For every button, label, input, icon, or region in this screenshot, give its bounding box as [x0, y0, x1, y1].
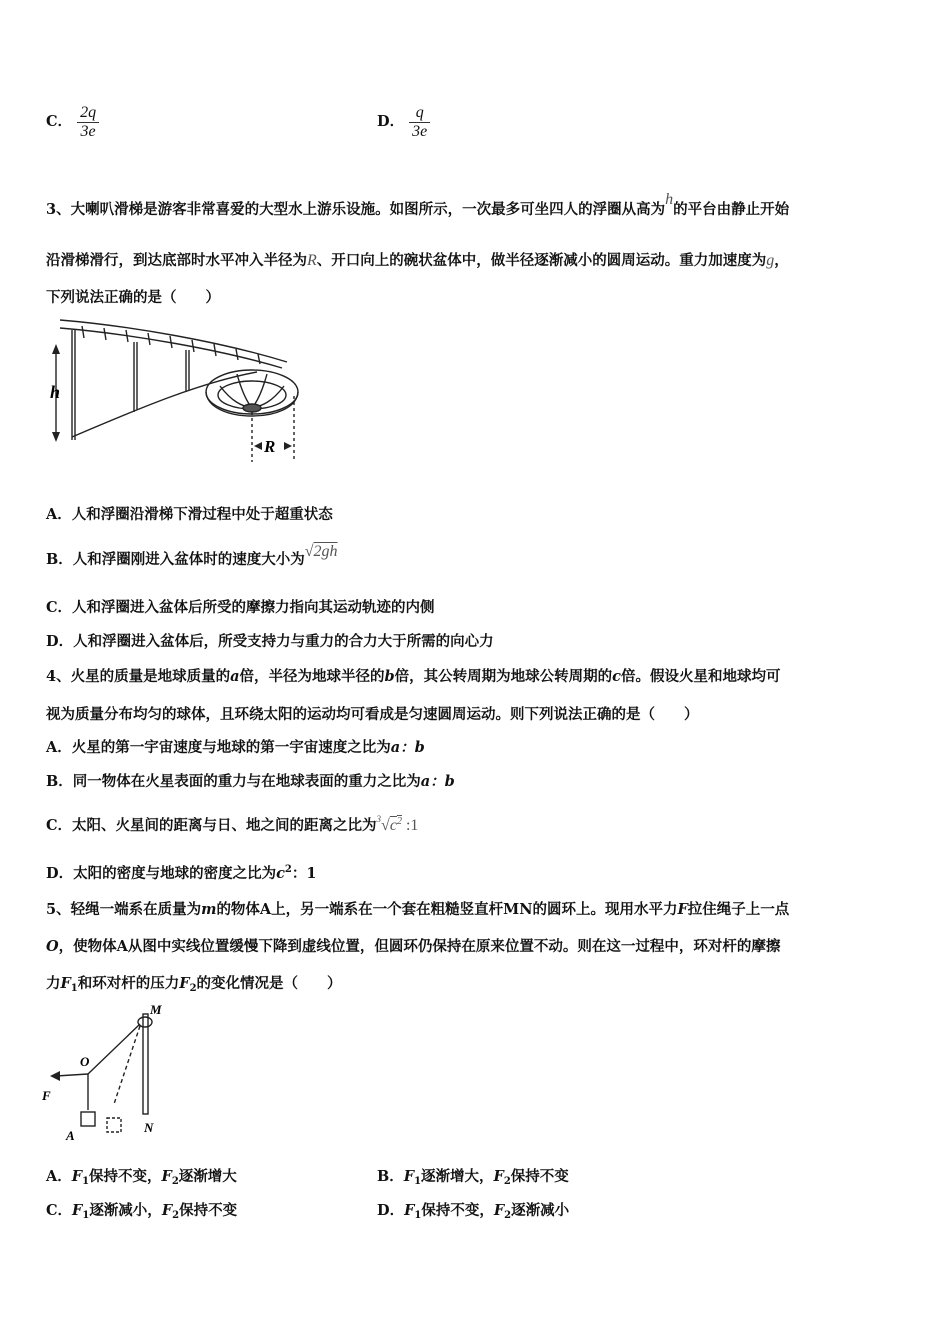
q4-option-b-text: B．同一物体在火星表面的重力与在地球表面的重力之比为 [46, 773, 421, 790]
q5-option-b-sub2: 2 [503, 1176, 511, 1187]
rod-mn [143, 1014, 148, 1114]
q5-option-b-part1: 逐渐增大， [421, 1168, 494, 1185]
q4-option-b-ratio: a：b [420, 773, 455, 790]
q5-option-b [377, 1165, 569, 1187]
q4-stem-text: 4、火星的质量是地球质量的 [46, 668, 231, 685]
q3-option-b [46, 543, 338, 569]
q3-stem-line-1 [46, 191, 790, 219]
q4-option-c-exponent: 2 [396, 816, 402, 827]
fig-label-A: A [66, 1128, 75, 1143]
q5-stem-text: 的变化情况是（ ） [196, 975, 342, 992]
q5-option-d-part1: 保持不变， [421, 1202, 494, 1219]
q5-stem-line-2 [46, 935, 780, 956]
q4-option-d-exponent: 2 [284, 864, 292, 875]
q3-stem-text: 、开口向上的碗状盆体中，做半径逐渐减小的圆周运动。重力加速度为 [316, 252, 767, 269]
q5-sub-2: 2 [189, 983, 197, 994]
q4-option-c [46, 814, 418, 835]
q5-rope-figure [40, 1000, 180, 1145]
q4-option-c-root-index: 3 [376, 814, 382, 824]
q5-option-d-F2: F [493, 1202, 505, 1219]
q4-option-a [46, 736, 425, 757]
slide-bottom-edge [72, 372, 257, 437]
q3-var-h: h [665, 191, 674, 208]
q5-option-b-F1: F [403, 1168, 415, 1185]
q2-option-c [46, 104, 99, 140]
slide-top-edge [60, 320, 287, 362]
q5-option-c [46, 1199, 237, 1221]
q5-option-d-F1: F [404, 1202, 415, 1219]
q2-option-c-numerator: 2q [77, 104, 99, 123]
q5-stem-text: 的物体A上，另一端系在一个套在粗糙竖直杆MN的圆环上。现用水平力 [216, 901, 678, 918]
q3-var-R: R [307, 252, 317, 269]
q5-option-a-F2: F [161, 1168, 172, 1185]
bowl-drain [243, 404, 261, 412]
q4-var-b: b [384, 668, 395, 685]
fig-label-M: M [150, 1002, 162, 1017]
q4-option-a-ratio: a：b [390, 739, 425, 756]
q4-option-d-text: D．太阳的密度与地球的密度之比为 [46, 865, 277, 882]
q5-option-b-F2: F [493, 1168, 504, 1185]
q3-var-g: g [766, 252, 775, 269]
q5-option-a-sub1: 1 [82, 1176, 90, 1187]
q5-option-c-F2: F [161, 1202, 173, 1219]
q5-option-a-part1: 保持不变， [89, 1168, 162, 1185]
q5-option-a-F1: F [71, 1168, 83, 1185]
q4-option-d-c: c [276, 865, 285, 882]
q5-var-O: O [46, 938, 59, 955]
q3-option-b-radicand: 2gh [313, 543, 338, 560]
q5-option-d-sub1: 1 [414, 1210, 422, 1221]
q5-var-F1: F [60, 975, 71, 992]
q2-option-d [377, 104, 430, 140]
q5-option-a-sub2: 2 [171, 1176, 179, 1187]
q4-stem-line-2: 视为质量分布均匀的球体，且环绕太阳的运动均可看成是匀速圆周运动。则下列说法正确的是（ ） [46, 706, 699, 723]
q4-stem-line-1 [46, 665, 780, 686]
q4-var-a: a [230, 668, 240, 685]
q4-option-c-radicand: c [389, 817, 397, 834]
q5-option-c-label: C． [46, 1202, 73, 1219]
q5-option-d-label: D． [377, 1202, 405, 1219]
q5-var-F: F [677, 901, 688, 918]
q3-option-d: D．人和浮圈进入盆体后，所受支持力与重力的合力大于所需的向心力 [46, 633, 494, 650]
q4-option-b [46, 770, 455, 791]
q5-option-a-part2: 逐渐增大 [178, 1168, 237, 1185]
q2-option-d-denominator: 3e [412, 122, 428, 140]
q4-stem-text: 倍。假设火星和地球均可 [620, 668, 781, 685]
q5-option-b-sub1: 1 [414, 1176, 422, 1187]
q5-stem-text: 和环对杆的压力 [77, 975, 180, 992]
q2-option-c-label: C． [46, 113, 73, 131]
q5-sub-1: 1 [70, 983, 78, 994]
q3-stem-text: 的平台由静止开始 [673, 201, 790, 218]
q5-option-b-part2: 保持不变 [510, 1168, 569, 1185]
q3-slide-figure [42, 312, 312, 470]
q5-option-b-label: B． [377, 1168, 404, 1185]
q2-option-d-fraction [409, 104, 430, 140]
q5-option-c-part1: 逐渐减小， [89, 1202, 162, 1219]
q3-stem-text: 3、大喇叭滑梯是游客非常喜爱的大型水上游乐设施。如图所示，一次最多可坐四人的浮圈从高为 [46, 201, 666, 218]
fig-label-h: h [50, 382, 61, 402]
q5-stem-line-3 [46, 972, 342, 994]
q5-option-a [46, 1165, 237, 1187]
q5-var-F2: F [179, 975, 190, 992]
q3-stem-text: ， [774, 252, 789, 269]
slide-top-edge-2 [60, 328, 282, 368]
q4-option-c-tail: :1 [405, 817, 419, 834]
q5-option-a-label: A． [46, 1168, 72, 1185]
block-a [81, 1112, 95, 1126]
q5-option-d-part2: 逐渐减小 [511, 1202, 570, 1219]
q3-option-c: C．人和浮圈进入盆体后所受的摩擦力指向其运动轨迹的内侧 [46, 599, 435, 616]
q4-stem-text: 倍，其公转周期为地球公转周期的 [394, 668, 613, 685]
q4-option-a-text: A．火星的第一宇宙速度与地球的第一宇宙速度之比为 [46, 739, 391, 756]
q5-option-c-sub1: 1 [82, 1210, 90, 1221]
q2-option-d-label: D． [377, 113, 405, 131]
q3-option-b-text: B．人和浮圈刚进入盆体时的速度大小为 [46, 551, 305, 568]
fig-label-O: O [80, 1054, 90, 1069]
q4-stem-text: 倍，半径为地球半径的 [239, 668, 385, 685]
q5-option-c-part2: 保持不变 [179, 1202, 238, 1219]
q4-option-d-tail: ：1 [291, 865, 317, 882]
q2-option-c-fraction [77, 104, 99, 140]
q4-option-c-text: C．太阳、火星间的距离与日、地之间的距离之比为 [46, 817, 377, 834]
q5-option-d [377, 1199, 569, 1221]
q4-option-c-cuberoot: $^3√c^2$ :1 [376, 814, 419, 834]
q5-stem-text: 5、轻绳一端系在质量为 [46, 901, 202, 918]
q3-option-b-sqrt: √2gh [304, 543, 338, 560]
fig-label-F: F [42, 1088, 51, 1103]
q5-option-d-sub2: 2 [504, 1210, 512, 1221]
q3-option-a: A．人和浮圈沿滑梯下滑过程中处于超重状态 [46, 506, 333, 523]
q2-option-c-denominator: 3e [80, 122, 96, 140]
q5-stem-text: 力 [46, 975, 61, 992]
q5-var-m: m [201, 901, 217, 918]
fig-label-N: N [144, 1120, 154, 1135]
q3-stem-text: 沿滑梯滑行，到达底部时水平冲入半径为 [46, 252, 307, 269]
block-a-dashed [107, 1118, 121, 1132]
q4-var-c: c [612, 668, 621, 685]
q5-stem-line-1 [46, 898, 789, 919]
q5-option-c-sub2: 2 [172, 1210, 180, 1221]
q5-stem-text: 拉住绳子上一点 [687, 901, 790, 918]
fig-label-R: R [264, 437, 276, 456]
q5-option-c-F1: F [72, 1202, 83, 1219]
q3-stem-line-3: 下列说法正确的是（ ） [46, 289, 220, 306]
q3-stem-line-2 [46, 249, 789, 270]
q4-option-d [46, 862, 316, 883]
q5-stem-text: ，使物体A从图中实线位置缓慢下降到虚线位置，但圆环仍保持在原来位置不动。则在这一过程中，环对杆的摩擦 [58, 938, 781, 955]
q2-option-d-numerator: q [409, 104, 430, 123]
